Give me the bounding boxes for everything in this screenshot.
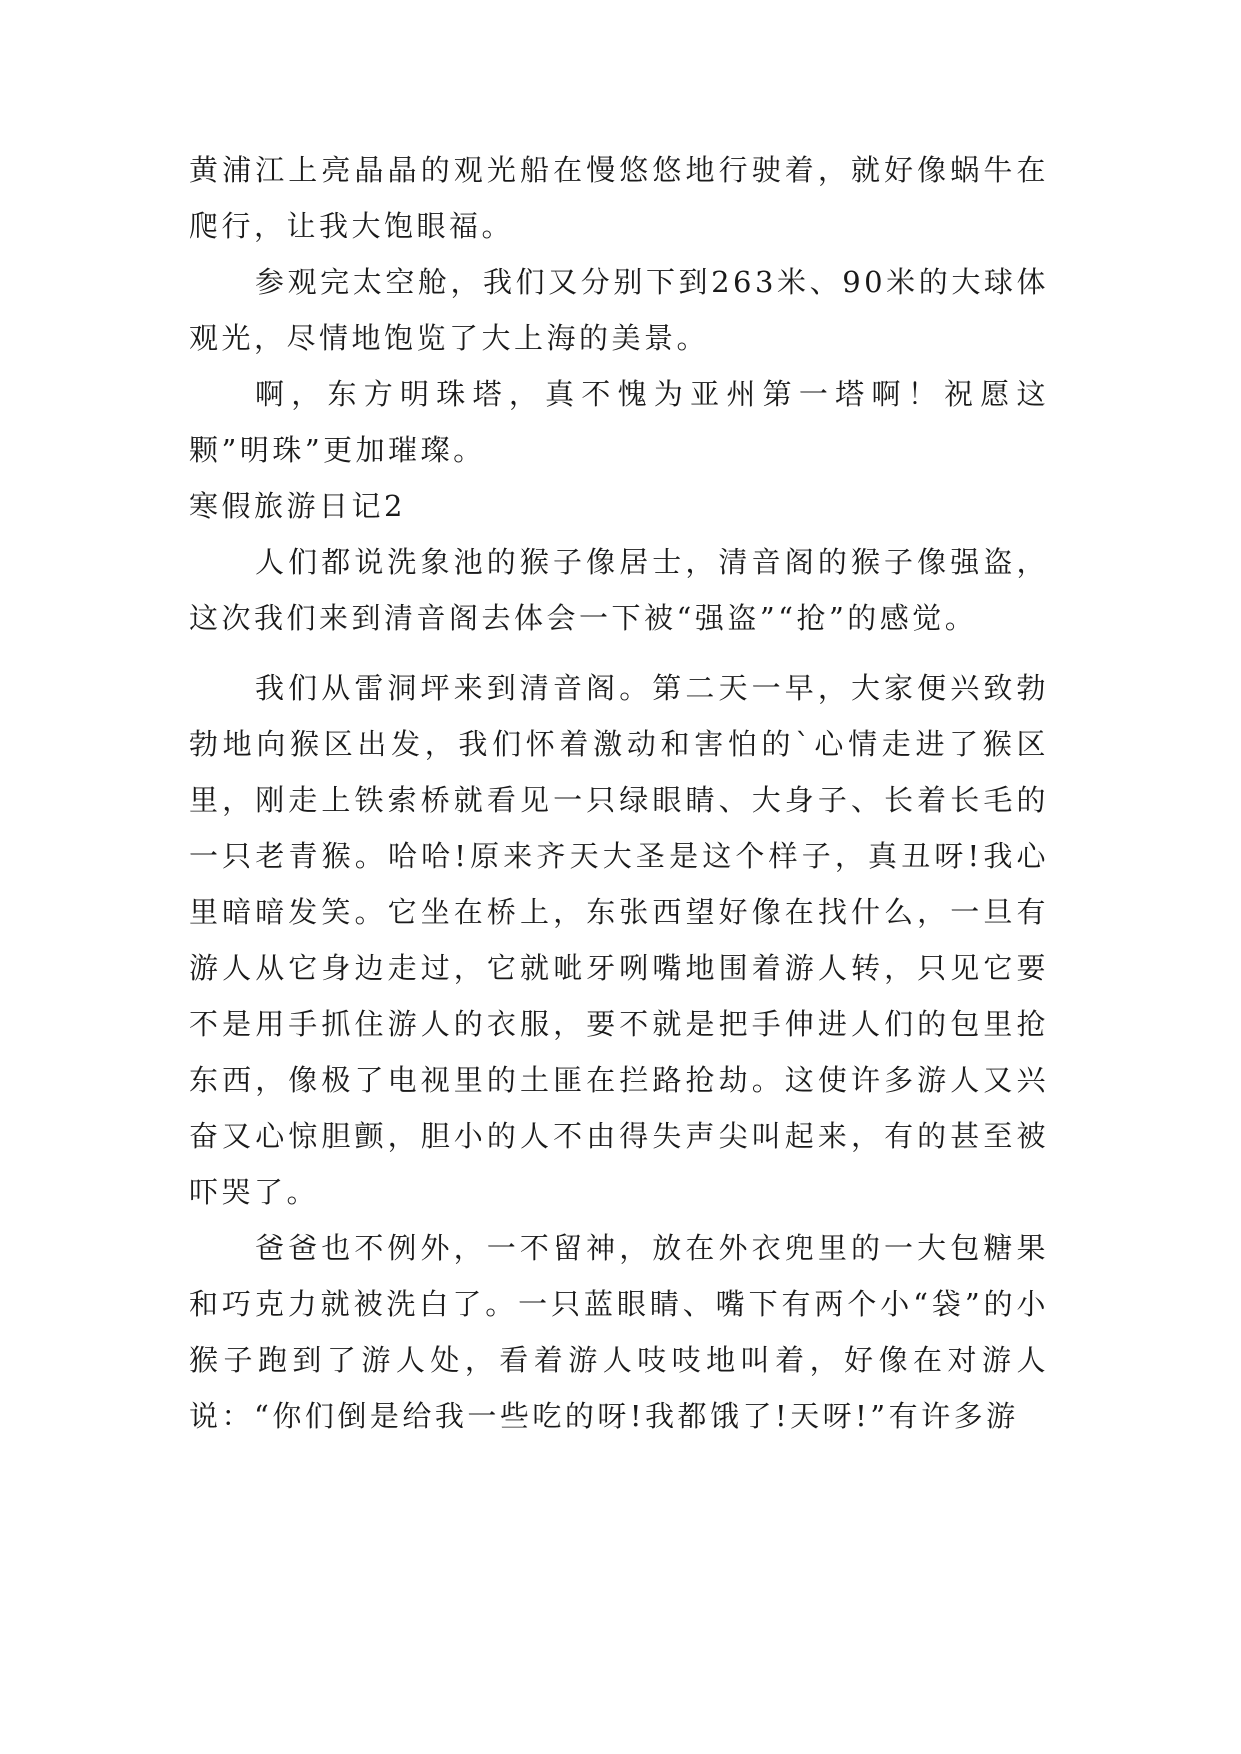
paragraph: 啊，东方明珠塔，真不愧为亚州第一塔啊！祝愿这颗”明珠”更加璀璨。 bbox=[189, 377, 1049, 467]
text-column-top bbox=[189, 142, 1049, 646]
section-heading: 寒假旅游日记2 bbox=[189, 489, 406, 523]
paragraph: 黄浦江上亮晶晶的观光船在慢悠悠地行驶着，就好像蜗牛在爬行，让我大饱眼福。 bbox=[189, 153, 1049, 243]
paragraph: 参观完太空舱，我们又分别下到263米、90米的大球体观光，尽情地饱览了大上海的美景。 bbox=[189, 265, 1049, 355]
paragraph: 爸爸也不例外，一不留神，放在外衣兜里的一大包糖果和巧克力就被洗白了。一只蓝眼睛、嘴下有两个小“袋”的小猴子跑到了游人处，看着游人吱吱地叫着，好像在对游人说：“你们倒是给我一些吃的呀!我都饿了!天呀!”有许多游 bbox=[189, 1231, 1049, 1433]
paragraph: 我们从雷洞坪来到清音阁。第二天一早，大家便兴致勃勃地向猴区出发，我们怀着激动和害怕的`心情走进了猴区里，刚走上铁索桥就看见一只绿眼睛、大身子、长着长毛的一只老青猴。哈哈!原来齐天大圣是这个样子，真丑呀!我心里暗暗发笑。它坐在桥上，东张西望好像在找什么，一旦有游人从它身边走过，它就呲牙咧嘴地围着游人转，只见它要不是用手抓住游人的衣服，要不就是把手伸进人们的包里抢东西，像极了电视里的土匪在拦路抢劫。这使许多游人又兴奋又心惊胆颤，胆小的人不由得失声尖叫起来，有的甚至被吓哭了。 bbox=[189, 671, 1049, 1209]
text-column-bottom bbox=[189, 660, 1049, 1444]
paragraph: 人们都说洗象池的猴子像居士，清音阁的猴子像强盗，这次我们来到清音阁去体会一下被“强盗”“抢”的感觉。 bbox=[189, 545, 1049, 635]
